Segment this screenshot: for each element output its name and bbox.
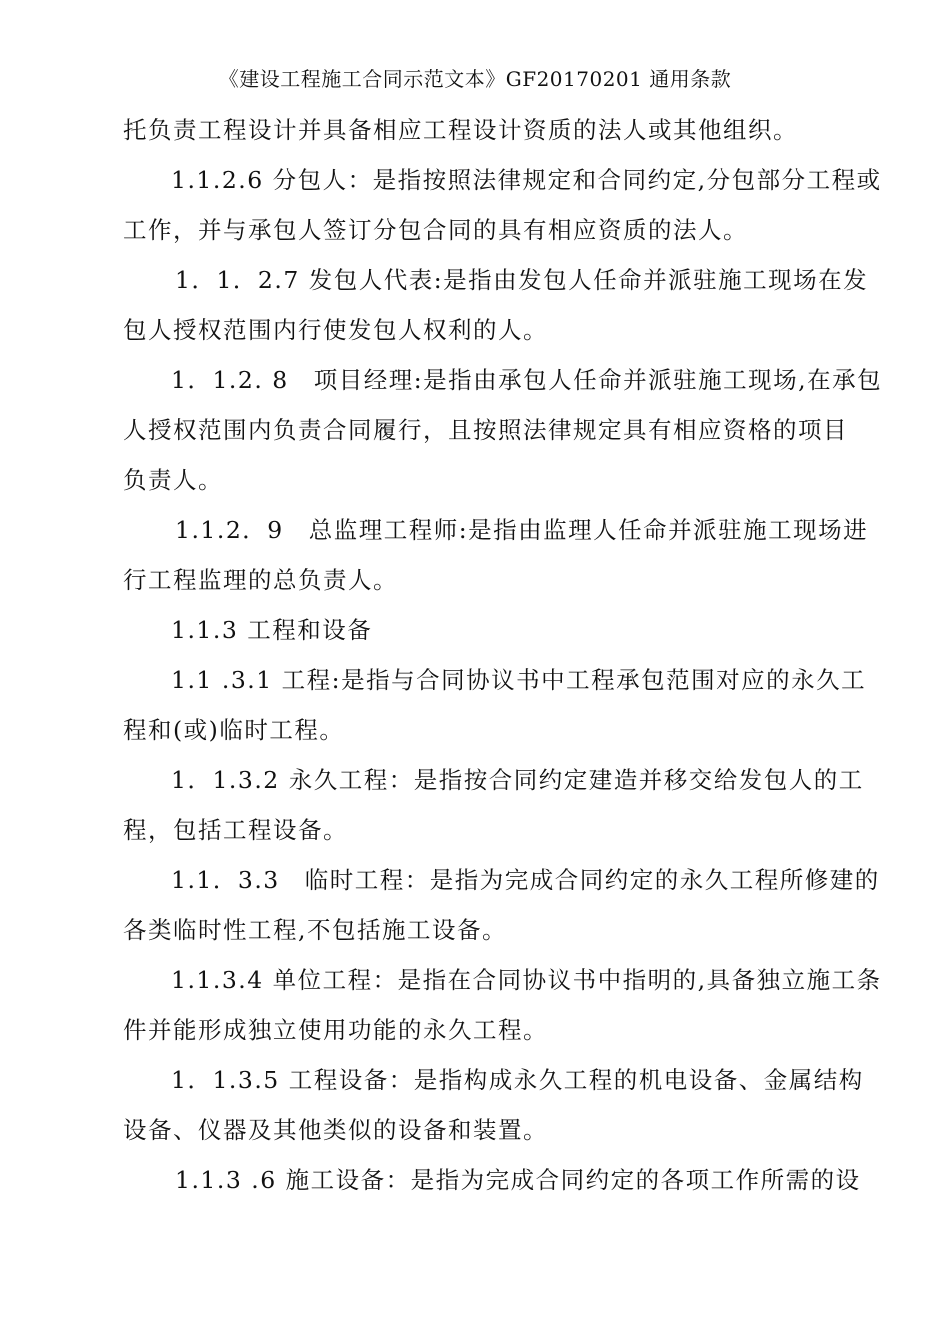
- text-line: 1.1.2．9 总监理工程师:是指由监理人任命并派驻施工现场进: [175, 516, 869, 544]
- text-line: 1.1.2.6 分包人：是指按照法律规定和合同约定,分包部分工程或: [171, 166, 882, 194]
- text-line: 行工程监理的总负责人。: [123, 566, 398, 594]
- paragraph-1-1-3-2: [123, 755, 864, 855]
- text-line: 托负责工程设计并具备相应工程设计资质的法人或其他组织。: [123, 116, 798, 144]
- text-line: 1.1．3.3 临时工程：是指为完成合同约定的永久工程所修建的: [171, 866, 880, 894]
- document-body: [123, 105, 883, 1205]
- text-line: 1.1.3.4 单位工程：是指在合同协议书中指明的,具备独立施工条: [171, 966, 882, 994]
- text-line: 1．1．2.7 发包人代表:是指由发包人任命并派驻施工现场在发: [175, 266, 869, 294]
- section-heading: 1.1.3 工程和设备: [171, 616, 373, 644]
- paragraph-1-1-3-5: [123, 1055, 864, 1155]
- text-line: 人授权范围内负责合同履行，且按照法律规定具有相应资格的项目: [123, 416, 848, 444]
- paragraph-1-1-2-7: [123, 255, 869, 355]
- text-line: 负责人。: [123, 466, 223, 494]
- paragraph-1-1-2-6: [123, 155, 882, 255]
- text-line: 程和(或)临时工程。: [123, 716, 345, 744]
- text-line: 程，包括工程设备。: [123, 816, 348, 844]
- text-line: 1．1.2. 8 项目经理:是指由承包人任命并派驻施工现场,在承包: [171, 366, 883, 394]
- paragraph: [123, 105, 835, 155]
- text-line: 1.1 .3.1 工程:是指与合同协议书中工程承包范围对应的永久工: [171, 666, 867, 694]
- text-line: 1.1.3 .6 施工设备：是指为完成合同约定的各项工作所需的设: [175, 1166, 861, 1194]
- paragraph-1-1-3-6: [123, 1155, 861, 1205]
- paragraph-1-1-2-9: [123, 505, 869, 605]
- text-line: 1．1.3.2 永久工程：是指按合同约定建造并移交给发包人的工: [171, 766, 864, 794]
- paragraph-1-1-3-4: [123, 955, 882, 1055]
- paragraph-1-1-2-8: [123, 355, 883, 505]
- text-line: 工作，并与承包人签订分包合同的具有相应资质的法人。: [123, 216, 748, 244]
- text-line: 1．1.3.5 工程设备：是指构成永久工程的机电设备、金属结构: [171, 1066, 864, 1094]
- paragraph-1-1-3-1: [123, 655, 867, 755]
- text-line: 件并能形成独立使用功能的永久工程。: [123, 1016, 548, 1044]
- page-header: 《建设工程施工合同示范文本》GF20170201 通用条款: [218, 67, 732, 91]
- paragraph-1-1-3-3: [123, 855, 880, 955]
- text-line: 设备、仪器及其他类似的设备和装置。: [123, 1116, 548, 1144]
- text-line: 包人授权范围内行使发包人权利的人。: [123, 316, 548, 344]
- section-heading-1-1-3: [123, 605, 835, 655]
- text-line: 各类临时性工程,不包括施工设备。: [123, 916, 507, 944]
